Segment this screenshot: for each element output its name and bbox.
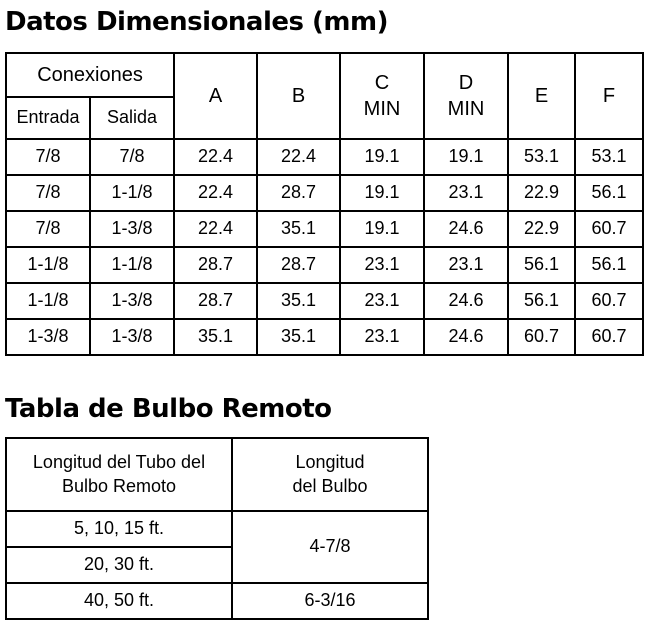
header-a: A — [174, 53, 257, 139]
b-cell: 35.1 — [257, 283, 340, 319]
table-row — [6, 583, 428, 619]
header-tube-length — [6, 438, 232, 511]
table-row — [6, 139, 643, 175]
a-cell: 22.4 — [174, 175, 257, 211]
dimensional-data-body — [6, 139, 643, 355]
f-cell: 60.7 — [575, 319, 643, 355]
table-row — [6, 175, 643, 211]
c-min-cell: 19.1 — [340, 139, 424, 175]
e-cell: 56.1 — [508, 247, 575, 283]
c-min-cell: 23.1 — [340, 319, 424, 355]
dimensional-data-title: Datos Dimensionales (mm) — [5, 7, 389, 37]
header-salida: Salida — [90, 97, 174, 139]
f-cell: 56.1 — [575, 247, 643, 283]
bulb-length-cell: 4-7/8 — [232, 511, 428, 583]
header-d-min-label: MIN — [447, 98, 485, 120]
b-cell: 35.1 — [257, 319, 340, 355]
header-row — [6, 53, 643, 97]
salida-cell: 1-3/8 — [90, 283, 174, 319]
remote-bulb-table — [5, 437, 429, 620]
a-cell: 22.4 — [174, 211, 257, 247]
salida-cell: 7/8 — [90, 139, 174, 175]
b-cell: 22.4 — [257, 139, 340, 175]
d-min-cell: 24.6 — [424, 211, 508, 247]
a-cell: 28.7 — [174, 247, 257, 283]
salida-cell: 1-3/8 — [90, 211, 174, 247]
header-tube-length-line2: Bulbo Remoto — [61, 475, 177, 496]
header-bulb-length-line1: Longitud — [295, 452, 365, 473]
salida-cell: 1-3/8 — [90, 319, 174, 355]
e-cell: 53.1 — [508, 139, 575, 175]
table-row — [6, 211, 643, 247]
tube-length-cell: 5, 10, 15 ft. — [6, 511, 232, 547]
table-row — [6, 283, 643, 319]
d-min-cell: 23.1 — [424, 247, 508, 283]
entrada-cell: 7/8 — [6, 175, 90, 211]
a-cell: 35.1 — [174, 319, 257, 355]
header-e: E — [508, 53, 575, 139]
c-min-cell: 19.1 — [340, 211, 424, 247]
d-min-cell: 24.6 — [424, 283, 508, 319]
entrada-cell: 1-1/8 — [6, 247, 90, 283]
header-b: B — [257, 53, 340, 139]
c-min-cell: 19.1 — [340, 175, 424, 211]
salida-cell: 1-1/8 — [90, 247, 174, 283]
b-cell: 28.7 — [257, 175, 340, 211]
remote-bulb-title: Tabla de Bulbo Remoto — [5, 394, 332, 424]
a-cell: 28.7 — [174, 283, 257, 319]
entrada-cell: 1-1/8 — [6, 283, 90, 319]
header-bulb-length — [232, 438, 428, 511]
f-cell: 60.7 — [575, 283, 643, 319]
table-row — [6, 319, 643, 355]
header-tube-length-line1: Longitud del Tubo del — [32, 452, 206, 473]
c-min-cell: 23.1 — [340, 247, 424, 283]
d-min-cell: 19.1 — [424, 139, 508, 175]
a-cell: 22.4 — [174, 139, 257, 175]
f-cell: 53.1 — [575, 139, 643, 175]
tube-length-cell: 40, 50 ft. — [6, 583, 232, 619]
bulb-length-cell: 6-3/16 — [232, 583, 428, 619]
table-row — [6, 511, 428, 547]
f-cell: 56.1 — [575, 175, 643, 211]
header-entrada: Entrada — [6, 97, 90, 139]
e-cell: 56.1 — [508, 283, 575, 319]
entrada-cell: 7/8 — [6, 139, 90, 175]
bulb-header-row — [6, 438, 428, 511]
header-conexiones: Conexiones — [6, 53, 174, 97]
e-cell: 60.7 — [508, 319, 575, 355]
b-cell: 35.1 — [257, 211, 340, 247]
header-f: F — [575, 53, 643, 139]
tube-length-cell: 20, 30 ft. — [6, 547, 232, 583]
c-min-cell: 23.1 — [340, 283, 424, 319]
header-d-label: D — [458, 72, 474, 94]
d-min-cell: 24.6 — [424, 319, 508, 355]
dimensional-data-table — [5, 52, 644, 356]
header-bulb-length-line2: del Bulbo — [292, 475, 368, 496]
entrada-cell: 1-3/8 — [6, 319, 90, 355]
entrada-cell: 7/8 — [6, 211, 90, 247]
table-row — [6, 247, 643, 283]
header-c-min-label: MIN — [363, 98, 401, 120]
b-cell: 28.7 — [257, 247, 340, 283]
d-min-cell: 23.1 — [424, 175, 508, 211]
header-c-min — [340, 53, 424, 139]
f-cell: 60.7 — [575, 211, 643, 247]
header-d-min — [424, 53, 508, 139]
e-cell: 22.9 — [508, 211, 575, 247]
e-cell: 22.9 — [508, 175, 575, 211]
header-c-label: C — [374, 72, 390, 94]
salida-cell: 1-1/8 — [90, 175, 174, 211]
